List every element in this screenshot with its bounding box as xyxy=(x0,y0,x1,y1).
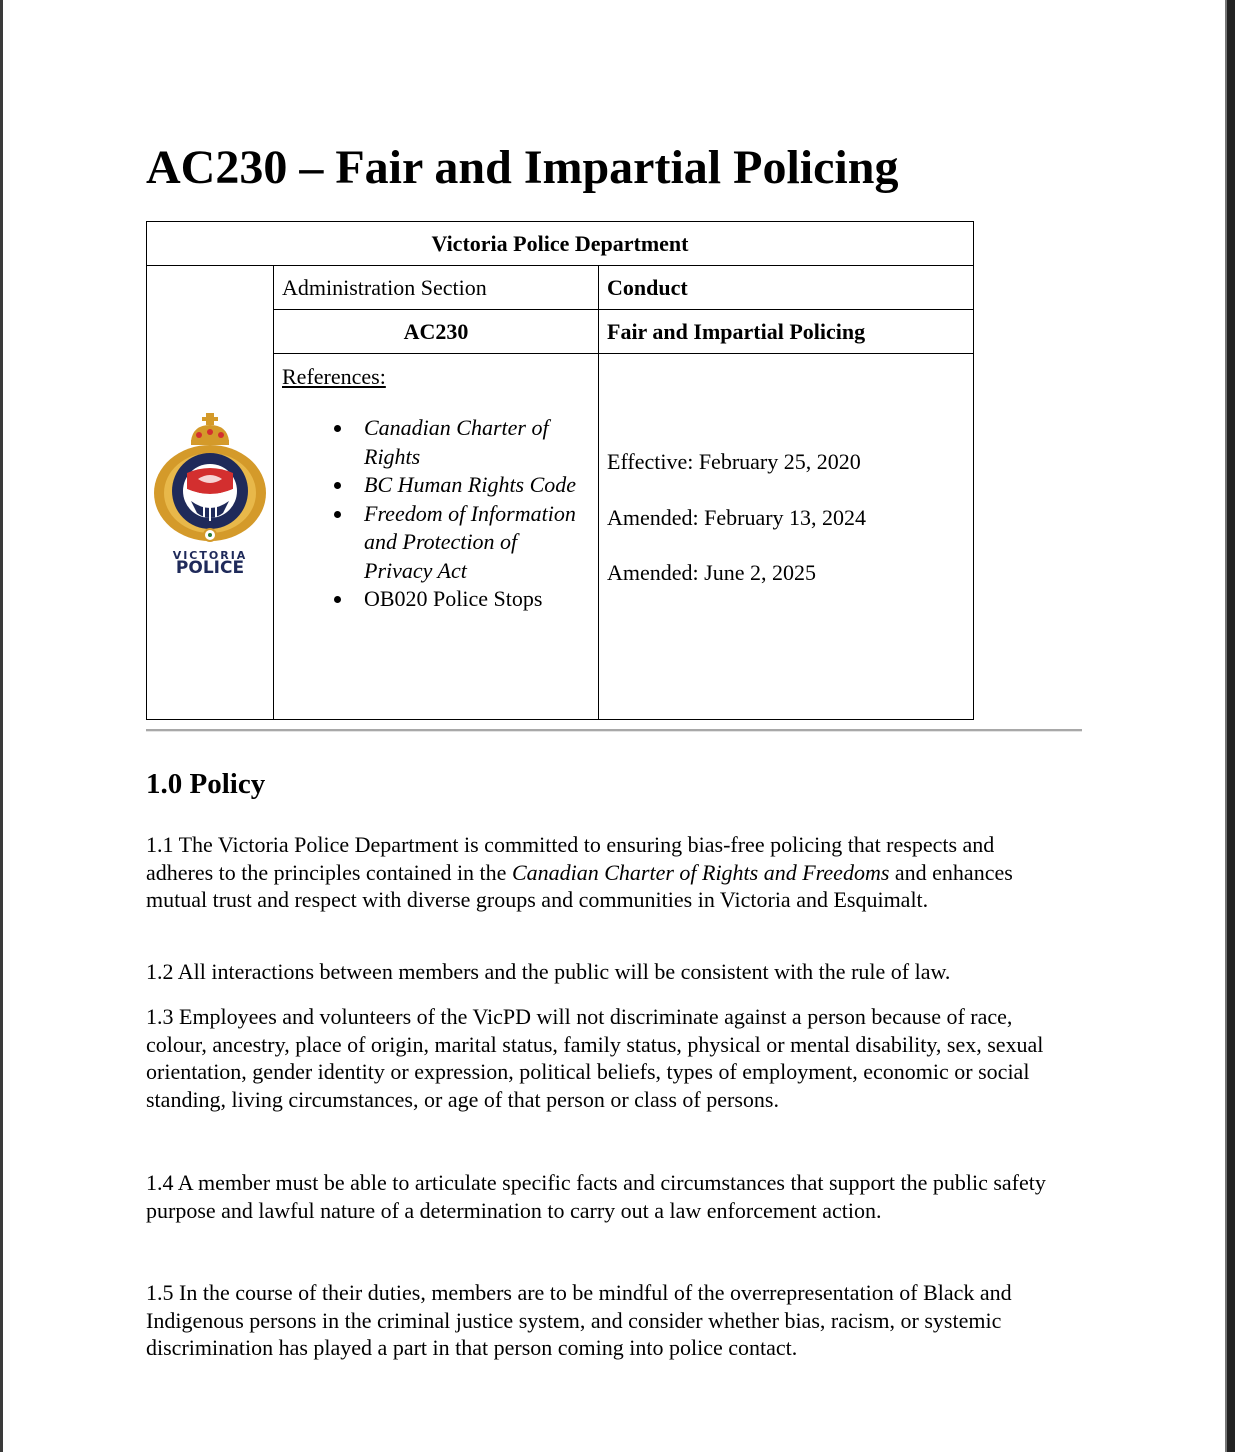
reference-item: • BC Human Rights Code xyxy=(354,471,590,500)
department-name: Victoria Police Department xyxy=(147,222,974,266)
paragraph-1-2: 1.2 All interactions between members and the public will be consistent with the rule of law. xyxy=(146,959,951,984)
reference-item: • Freedom of Information and Protection of Privacy Act xyxy=(354,500,590,586)
policy-code: AC230 xyxy=(274,310,599,354)
paragraph-1-3: 1.3 Employees and volunteers of the VicPD will not discriminate against a person because of race, colour, ancestry, place of origin, marital status, family status, physical or mental disability, sex, sexual orientation, gender identity or expression, political beliefs, types of employment, economic or social standing, living circumstances, or age of that person or class of persons. xyxy=(146,1004,1044,1112)
horizontal-divider xyxy=(146,729,1082,732)
reference-item: • OB020 Police Stops xyxy=(354,585,590,614)
section-name: Administration Section xyxy=(274,266,599,310)
paragraph-1-4: 1.4 A member must be able to articulate specific facts and circumstances that support the public safety purpose and lawful nature of a determination to carry out a law enforcement action. xyxy=(146,1170,1046,1223)
section-heading: 1.0 Policy xyxy=(146,768,266,800)
amended-date: Amended: June 2, 2025 xyxy=(607,560,816,585)
victoria-police-logo xyxy=(147,413,273,573)
paragraph-text: 1.1 The Victoria Police Department is committed to ensuring bias-free policing that respects and adheres to the principles contained in the xyxy=(146,832,995,885)
scrollbar[interactable] xyxy=(1225,0,1235,1452)
window-left-border xyxy=(0,0,3,1452)
svg-text:POLICE: POLICE xyxy=(175,557,245,573)
references-cell xyxy=(274,354,599,720)
policy-name: Fair and Impartial Policing xyxy=(599,310,974,354)
svg-text:VICTORIA: VICTORIA xyxy=(172,548,248,562)
paragraph-text: and enhances mutual trust and respect with diverse groups and communities in Victoria and Esquimalt. xyxy=(146,859,1013,912)
references-label: References: xyxy=(282,364,386,389)
paragraph-1-1 xyxy=(146,831,1046,914)
reference-item: • Canadian Charter of Rights xyxy=(354,414,590,471)
amended-date: Amended: February 13, 2024 xyxy=(607,504,867,530)
policy-header-table xyxy=(146,221,974,720)
dates-cell xyxy=(599,354,974,720)
effective-date: Effective: February 25, 2020 xyxy=(607,449,861,474)
charter-reference: Canadian Charter of Rights and Freedoms xyxy=(511,859,890,885)
references-list xyxy=(282,414,590,614)
paragraph-1-5: 1.5 In the course of their duties, members are to be mindful of the overrepresentation of Black and Indigenous persons in the criminal justice system, and consider whether bias, racism, or systemic discrimination has played a part in that person coming into police contact. xyxy=(146,1280,1012,1360)
category-name: Conduct xyxy=(599,266,974,310)
page-title: AC230 – Fair and Impartial Policing xyxy=(146,141,899,194)
logo-cell xyxy=(147,266,274,720)
